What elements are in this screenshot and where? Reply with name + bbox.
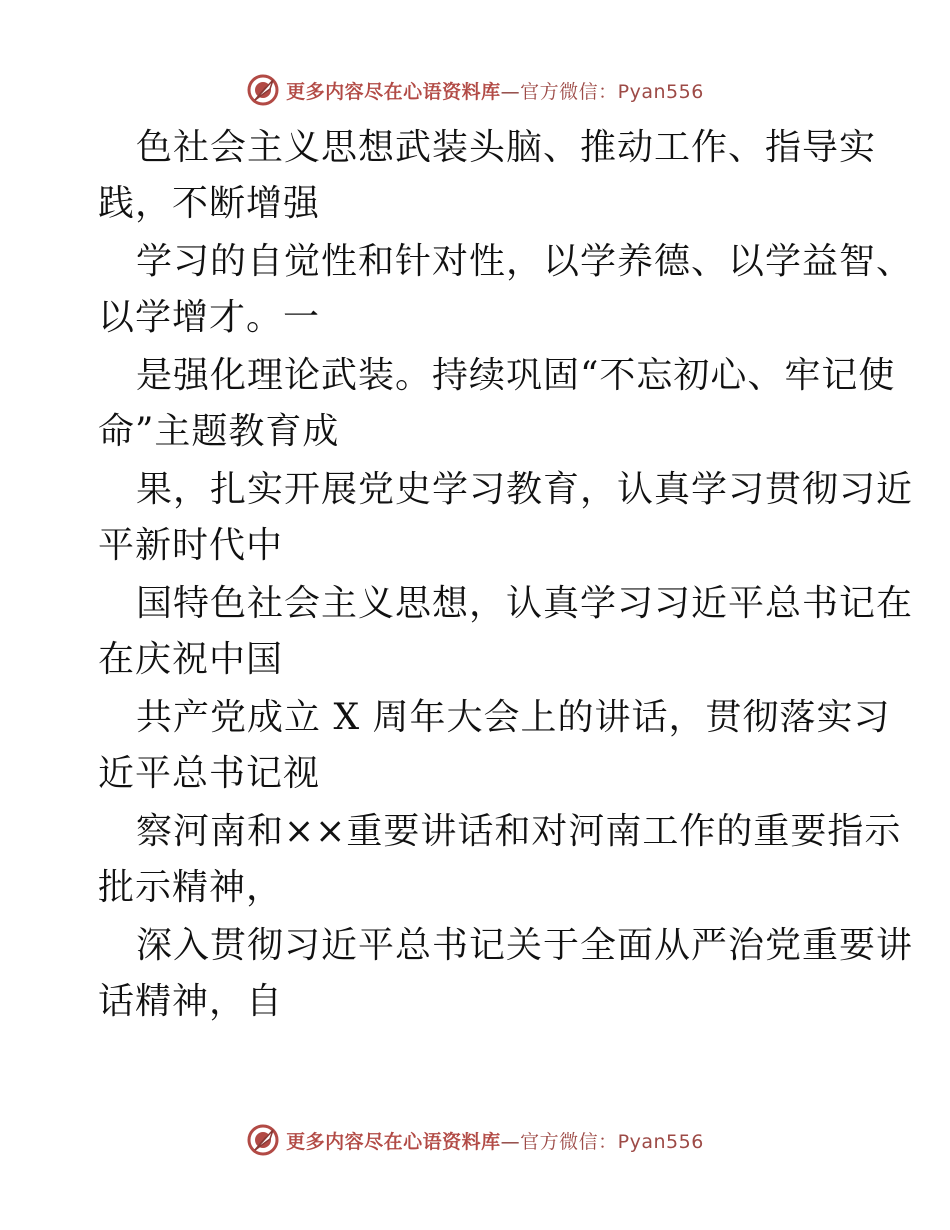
paragraph-line: 近平总书记视 [98, 753, 321, 794]
quill-logo-icon [246, 1123, 280, 1157]
paragraph [98, 348, 896, 460]
paragraph-line: 是强化理论武装。持续巩固“不忘初心、牢记使 [136, 355, 896, 396]
paragraph-line: 批示精神， [98, 867, 284, 908]
document-body [98, 120, 914, 1032]
paragraph [98, 576, 914, 688]
paragraph-line: 在庆祝中国 [98, 639, 284, 680]
footer-watermark-text [286, 1127, 704, 1154]
paragraph [98, 918, 914, 1030]
paragraph-line: 命”主题教育成 [98, 411, 340, 452]
header-brand: 更多内容尽在心语资料库 [286, 80, 501, 103]
header-watermark [0, 70, 950, 110]
paragraph [98, 234, 914, 346]
paragraph-line: 果，扎实开展党史学习教育，认真学习贯彻习近 [136, 469, 914, 510]
paragraph [98, 804, 902, 916]
footer-wechat: 官方微信：Pyan556 [520, 1130, 704, 1153]
footer-separator: — [500, 1130, 521, 1153]
paragraph-line: 察河南和××重要讲话和对河南工作的重要指示 [136, 811, 902, 852]
footer-watermark [0, 1120, 950, 1160]
paragraph-line: 话精神，自 [98, 981, 284, 1022]
quill-logo-icon [246, 73, 280, 107]
paragraph [98, 690, 891, 802]
paragraph-line: 共产党成立 X 周年大会上的讲话，贯彻落实习 [136, 697, 891, 738]
paragraph-line: 深入贯彻习近平总书记关于全面从严治党重要讲 [136, 925, 914, 966]
paragraph-line: 平新时代中 [98, 525, 284, 566]
paragraph-line: 践，不断增强 [98, 183, 321, 224]
header-wechat: 官方微信：Pyan556 [520, 80, 704, 103]
header-separator: — [500, 80, 521, 103]
paragraph [98, 462, 914, 574]
footer-brand: 更多内容尽在心语资料库 [286, 1130, 501, 1153]
header-watermark-text [286, 77, 704, 104]
paragraph-line: 国特色社会主义思想，认真学习习近平总书记在 [136, 583, 914, 624]
paragraph-line: 学习的自觉性和针对性，以学养德、以学益智、 [136, 241, 914, 282]
paragraph-line: 色社会主义思想武装头脑、推动工作、指导实 [136, 127, 877, 168]
paragraph [98, 120, 877, 232]
paragraph-line: 以学增才。一 [98, 297, 321, 338]
